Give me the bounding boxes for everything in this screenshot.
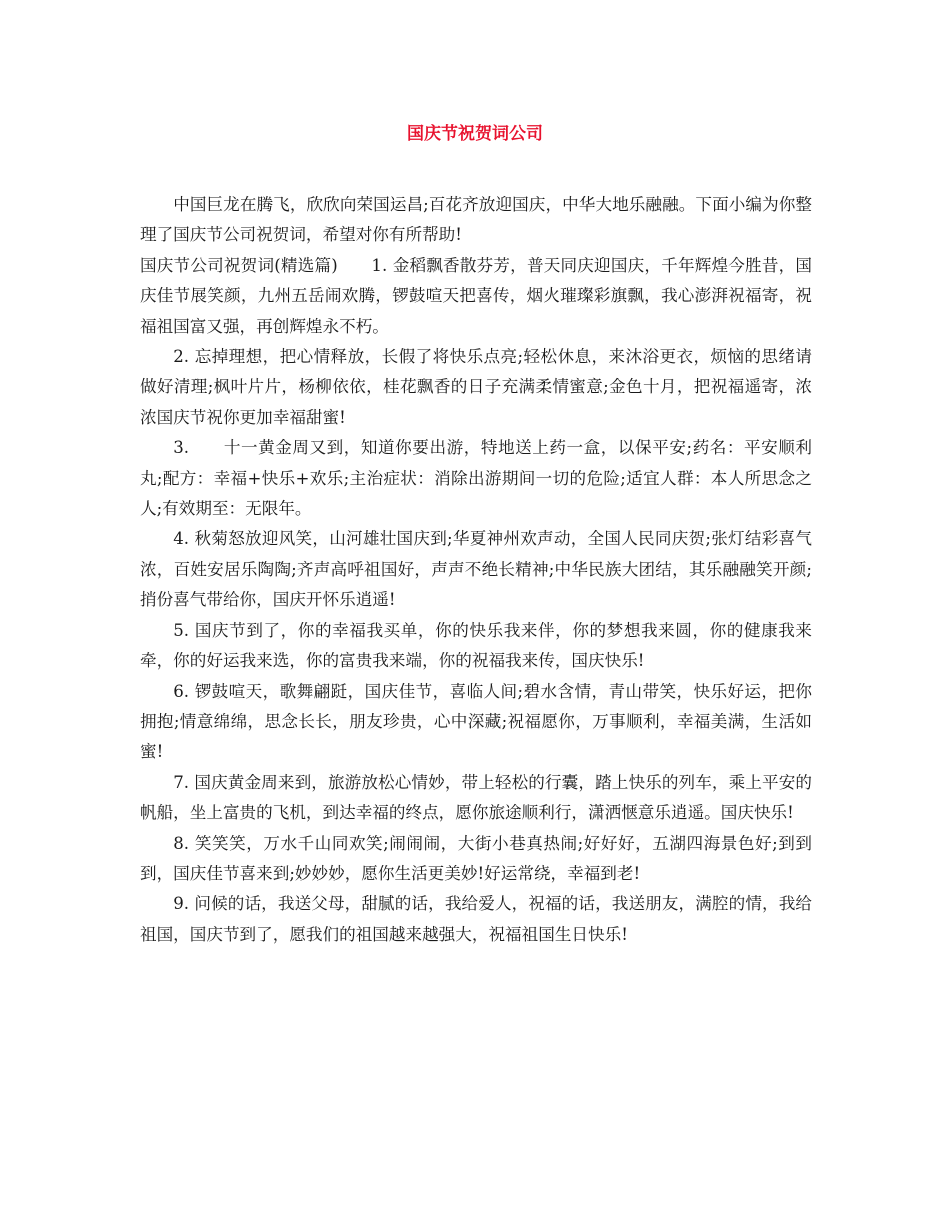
paragraph-item-9: 9. 问候的话，我送父母，甜腻的话，我给爱人，祝福的话，我送朋友，满腔的情，我给祖国，国庆节到了，愿我们的祖国越来越强大，祝福祖国生日快乐! bbox=[140, 894, 812, 944]
paragraph-item-4: 4. 秋菊怒放迎风笑，山河雄壮国庆到;华夏神州欢声动，全国人民同庆贺;张灯结彩喜气浓，百姓安居乐陶陶;齐声高呼祖国好，声声不绝长精神;中华民族大团结，其乐融融笑开颜;捎份喜气带给你，国庆开怀乐逍遥! bbox=[140, 529, 812, 610]
intro-paragraph: 中国巨龙在腾飞，欣欣向荣国运昌;百花齐放迎国庆，中华大地乐融融。下面小编为你整理了国庆节公司祝贺词，希望对你有所帮助! bbox=[140, 195, 812, 245]
paragraph-item-1: 国庆节公司祝贺词(精选篇) 1. 金稻飘香散芬芳，普天同庆迎国庆，千年辉煌今胜昔，国庆佳节展笑颜，九州五岳闹欢腾，锣鼓喧天把喜传，烟火璀璨彩旗飘，我心澎湃祝福寄，祝福祖国富又强，再创辉煌永不朽。 bbox=[140, 255, 812, 336]
paragraph-item-2: 2. 忘掉理想，把心情释放，长假了将快乐点亮;轻松休息，来沐浴更衣，烦恼的思绪请做好清理;枫叶片片，杨柳依依，桂花飘香的日子充满柔情蜜意;金色十月，把祝福遥寄，浓浓国庆节祝你更加幸福甜蜜! bbox=[140, 347, 812, 427]
paragraph-item-7: 7. 国庆黄金周来到，旅游放松心情妙，带上轻松的行囊，踏上快乐的列车，乘上平安的帆船，坐上富贵的飞机，到达幸福的终点，愿你旅途顺利行，潇洒惬意乐逍遥。国庆快乐! bbox=[140, 772, 812, 823]
document-title: 国庆节祝贺词公司 bbox=[407, 124, 543, 144]
paragraph-item-5: 5. 国庆节到了，你的幸福我买单，你的快乐我来伴，你的梦想我来圆，你的健康我来牵，你的好运我来选，你的富贵我来端，你的祝福我来传，国庆快乐! bbox=[140, 620, 812, 671]
paragraph-item-6: 6. 锣鼓喧天，歌舞翩跹，国庆佳节，喜临人间;碧水含情，青山带笑，快乐好运，把你拥抱;情意绵绵，思念长长，朋友珍贵，心中深藏;祝福愿你，万事顺利，幸福美满，生活如蜜! bbox=[140, 681, 812, 762]
document-body bbox=[140, 190, 812, 950]
paragraph-item-8: 8. 笑笑笑，万水千山同欢笑;闹闹闹，大街小巷真热闹;好好好，五湖四海景色好;到到到，国庆佳节喜来到;妙妙妙，愿你生活更美妙!好运常绕，幸福到老! bbox=[140, 833, 812, 883]
paragraph-item-3: 3. 十一黄金周又到，知道你要出游，特地送上药一盒，以保平安;药名：平安顺利丸;配方：幸福+快乐+欢乐;主治症状：消除出游期间一切的危险;适宜人群：本人所思念之人;有效期至：无限年。 bbox=[140, 438, 812, 519]
